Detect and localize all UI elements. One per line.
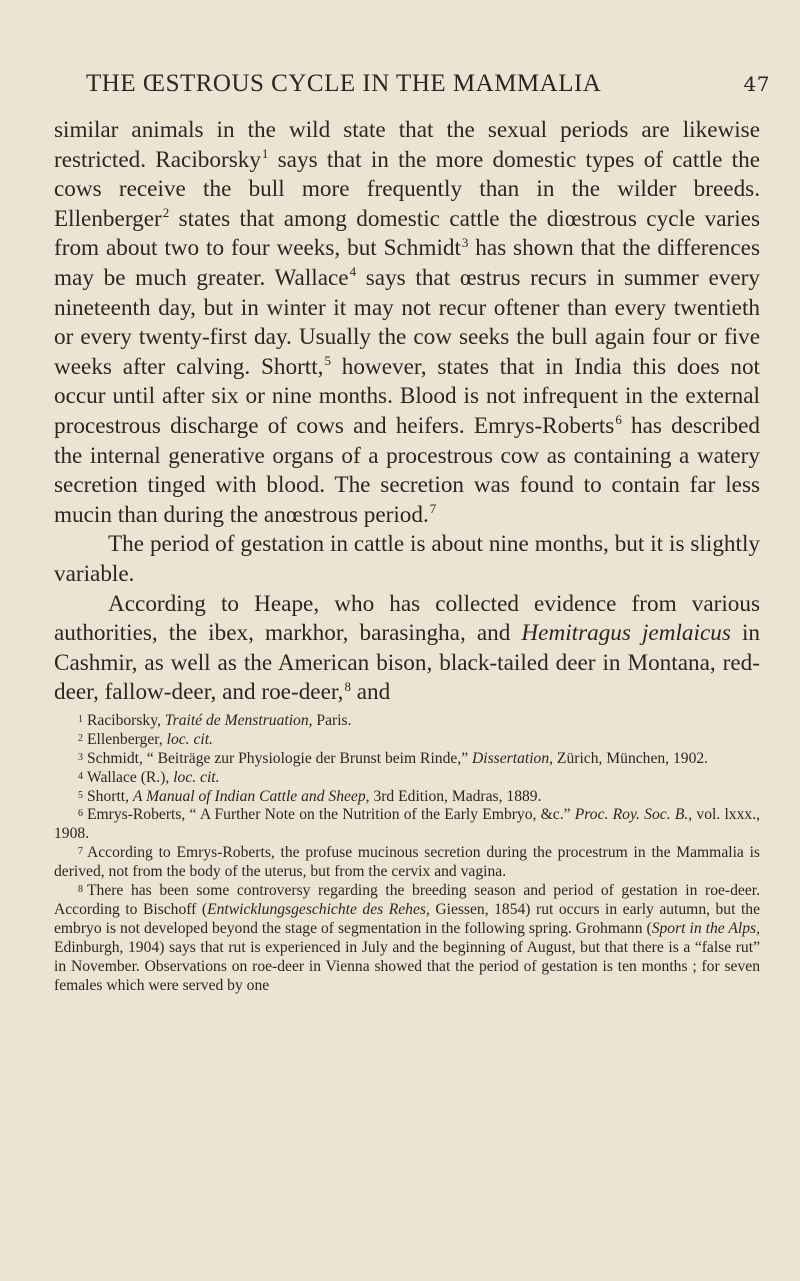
footnote-number: 8	[78, 884, 83, 896]
text-span: states that among domestic cattle the diœstrous cycle varies from about two to four weeks, but Schmidt	[54, 205, 760, 262]
text-span: Wallace (R.),	[87, 768, 174, 786]
text-span: Ellenberger,	[87, 730, 167, 748]
citation-title: loc. cit.	[166, 730, 213, 748]
footnote-number: 5	[78, 789, 83, 801]
citation-title: Proc. Roy. Soc. B.,	[574, 806, 693, 824]
page-number: 47	[743, 72, 770, 96]
footnote-3	[54, 750, 760, 769]
text-span: and	[350, 679, 391, 706]
text-span: According to Emrys-Roberts, the profuse mucinous secretion during the procestrum in the Mammalia is derived, not from the body of the uterus, but from the cervix and vagina.	[54, 844, 760, 881]
text-span: Schmidt, “ Beiträge zur Physiologie der Brunst beim Rinde,”	[87, 749, 473, 767]
text-span: says that in the more domestic types of cattle the cows receive the bull more frequently than in the wilder breeds. Ellenberger	[54, 146, 761, 232]
footnote-2	[54, 731, 760, 750]
footnote-6	[54, 806, 760, 844]
citation-title: Sport in the Alps,	[651, 919, 760, 937]
text-span: Giessen, 1854) rut occurs in early autumn, but the embryo is not developed beyond the stage of segmentation in the following spring. Grohmann (	[54, 900, 760, 937]
footnote-ref: 6	[615, 412, 622, 428]
footnote-number: 7	[78, 846, 83, 858]
footnote-8	[54, 882, 760, 995]
text-span: Shortt,	[87, 787, 133, 805]
footnote-number: 3	[78, 751, 83, 763]
text-span: similar animals in the wild state that the sexual periods are likewise restricted. Raciborsky	[54, 117, 760, 173]
text-span: in Cashmir, as well as the American bison, black-tailed deer in Montana, red-deer, fallow-deer, and roe-deer,	[54, 620, 760, 706]
text-span: has described the internal generative organs of a procestrous cow as containing a watery secretion tinged with blood. The secretion was found to contain far less mucin than during the anœstrous period.	[54, 412, 760, 528]
paragraph-2: The period of gestation in cattle is about nine months, but it is slightly variable.	[54, 531, 760, 587]
text-span: however, states that in India this does not occur until after six or nine months. Blood is not infrequent in the external procestrous discharge of cows and heifers. Emrys-Roberts	[54, 353, 760, 439]
footnote-number: 1	[78, 713, 83, 725]
footnote-number: 4	[78, 770, 83, 782]
citation-title: Traité de Menstruation,	[164, 711, 313, 729]
footnote-ref: 8	[344, 678, 351, 694]
footnote-ref: 5	[324, 353, 331, 369]
text-span: says that œstrus recurs in summer every nineteenth day, but in winter it may not recur oftener than every twentieth or every twenty-first day. Usually the cow seeks the bull again four or five weeks after calving. Shortt,	[54, 264, 760, 380]
paragraph-1	[54, 116, 760, 530]
footnote-ref: 2	[162, 205, 170, 221]
species-name: Hemitragus jemlaicus	[521, 620, 731, 647]
footnote-4	[54, 769, 760, 788]
text-span: According to Heape, who has collected evidence from various authorities, the ibex, markhor, barasingha, and	[54, 590, 760, 647]
text-span: There has been some controversy regarding the breeding season and period of gestation in roe-deer. According to Bischoff (	[54, 882, 760, 918]
citation-title: A Manual of Indian Cattle and Sheep,	[132, 787, 370, 805]
footnotes	[54, 712, 760, 996]
body-text	[54, 116, 760, 708]
text-span: Raciborsky,	[87, 711, 165, 729]
footnote-7	[54, 844, 760, 882]
footnote-1	[54, 712, 760, 731]
citation-title: Entwicklungsgeschichte des Rehes,	[207, 900, 430, 918]
text-span: 3rd Edition, Madras, 1889.	[369, 787, 542, 805]
text-span: vol. lxxx., 1908.	[54, 806, 760, 843]
running-header	[86, 70, 770, 98]
footnote-number: 2	[78, 732, 83, 744]
footnote-ref: 4	[349, 264, 357, 280]
footnote-5	[54, 788, 760, 807]
footnote-ref: 3	[461, 234, 469, 250]
footnote-ref: 1	[261, 145, 269, 161]
footnote-ref: 7	[429, 500, 437, 516]
footnote-number: 6	[78, 808, 83, 820]
paragraph-3	[54, 590, 760, 708]
citation-title: loc. cit.	[173, 768, 220, 786]
text-span: Paris.	[312, 711, 352, 729]
text-span: Zürich, München, 1902.	[553, 749, 709, 767]
text-span: has shown that the differences may be much greater. Wallace	[54, 235, 760, 291]
text-span: Edinburgh, 1904) says that rut is experienced in July and the beginning of August, but that there is a “false rut” in November. Observations on roe-deer in Vienna showed that the period of gestation is ten months ; for seven females which were served by one	[54, 938, 760, 994]
text-span: Emrys-Roberts, “ A Further Note on the Nutrition of the Early Embryo, &c.”	[87, 806, 575, 824]
citation-title: Dissertation,	[472, 749, 554, 767]
running-title: THE ŒSTROUS CYCLE IN THE MAMMALIA	[86, 70, 602, 97]
